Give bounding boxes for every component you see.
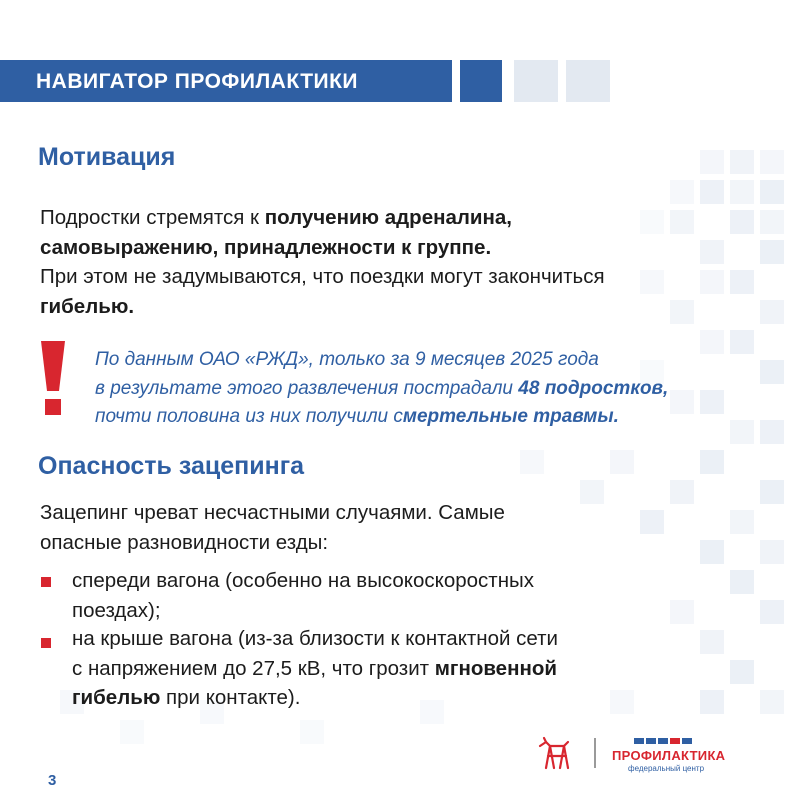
bullet-marker <box>41 577 51 587</box>
list-item-line: спереди вагона (особенно на высокоскоростных <box>72 569 535 592</box>
logo-stripes <box>634 738 714 746</box>
paragraph-line <box>40 292 605 322</box>
page-number: 3 <box>48 772 57 789</box>
bullet-marker <box>41 638 51 648</box>
header-square-light <box>514 60 558 102</box>
logo-divider <box>594 738 596 768</box>
danger-intro <box>40 498 505 557</box>
motivation-paragraph <box>40 203 605 321</box>
text-bold: самовыражению, принадлежности к группе. <box>40 235 492 259</box>
text-bold: гибелью <box>72 686 161 709</box>
list-item-line: поездах); <box>72 598 161 622</box>
text-bold: 48 подростков, <box>518 377 669 399</box>
list-item <box>72 624 558 713</box>
text-normal: с напряжением до 27,5 кВ, что грозит <box>72 656 435 680</box>
paragraph-line: При этом не задумываются, что поездки могут закончиться <box>40 265 605 288</box>
logo-name: ПРОФИЛАКТИКА <box>612 748 726 763</box>
exclamation-icon <box>38 341 68 415</box>
warning-line: По данным ОАО «РЖД», только за 9 месяцев 2025 года <box>95 349 599 370</box>
text-normal: в результате этого развлечения пострадали <box>95 377 519 399</box>
warning-statistic <box>95 346 668 432</box>
list-item-line <box>72 654 558 684</box>
header-square-dark <box>460 60 502 102</box>
text-normal: почти половина из них получили с <box>95 406 403 427</box>
warning-line <box>95 375 668 404</box>
header-title: НАВИГАТОР ПРОФИЛАКТИКИ <box>36 70 359 93</box>
horse-logo-icon <box>534 736 572 770</box>
list-item-line: на крыше вагона (из-за близости к контактной сети <box>72 627 558 650</box>
logo-subtitle: федеральный центр <box>628 764 705 773</box>
text-bold: мертельные травмы. <box>402 406 619 427</box>
header-square-light <box>566 60 610 102</box>
paragraph-line: опасные разновидности езды: <box>40 530 329 554</box>
text-normal: Подростки стремятся к <box>40 206 265 229</box>
section-heading-danger: Опасность зацепинга <box>38 452 305 480</box>
text-bold: мгновенной <box>434 656 557 680</box>
list-item <box>72 566 534 625</box>
text-bold: гибелью. <box>40 294 135 318</box>
paragraph-line <box>40 203 605 233</box>
text-normal: при контакте). <box>160 686 301 709</box>
section-heading-motivation: Мотивация <box>38 143 176 171</box>
list-item-line <box>72 683 558 713</box>
paragraph-line: Зацепинг чреват несчастными случаями. Самые <box>40 501 505 524</box>
warning-line <box>95 403 668 432</box>
paragraph-line <box>40 233 605 263</box>
text-bold: получению адреналина, <box>264 206 512 229</box>
